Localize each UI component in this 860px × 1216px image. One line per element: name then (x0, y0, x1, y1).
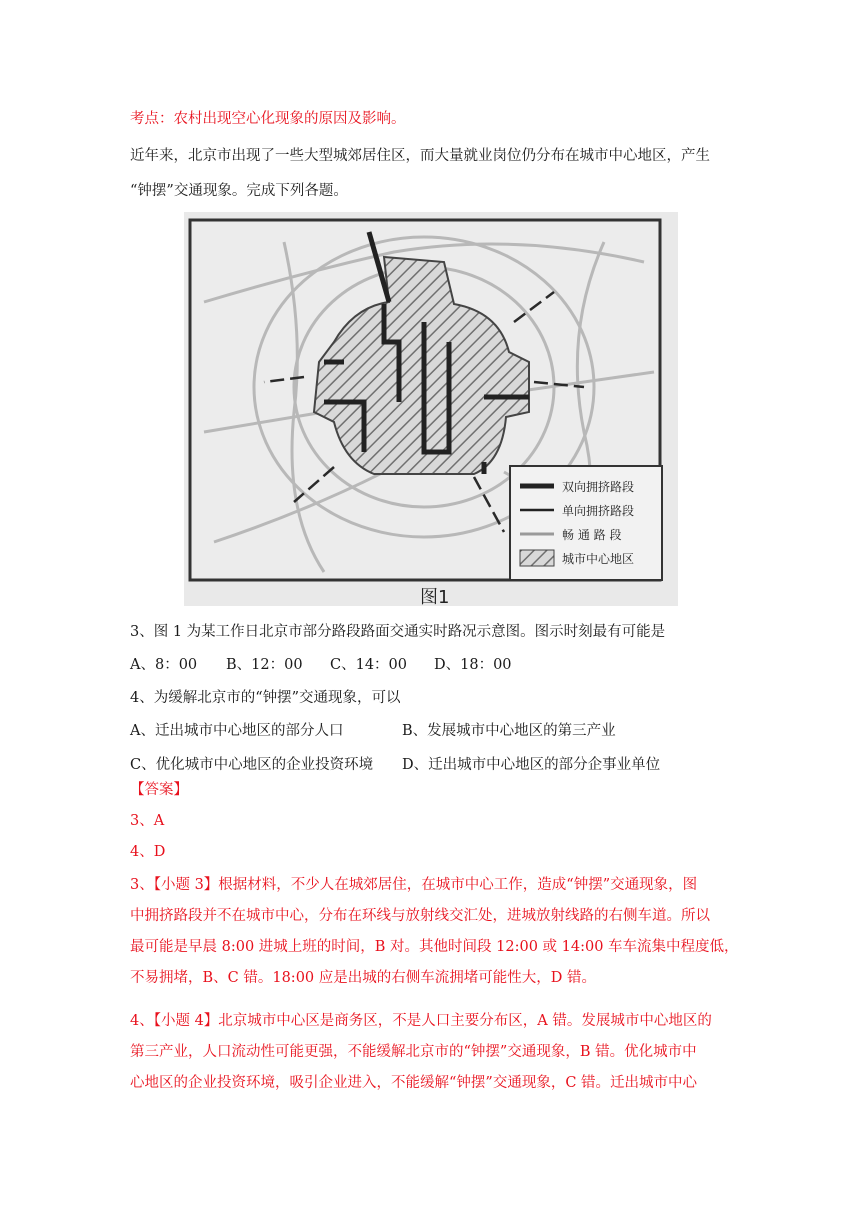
explanation-3-line: 不易拥堵，B、C 错。18:00 应是出城的右侧车流拥堵可能性大，D 错。 (130, 970, 596, 986)
figure-caption: 图1 (420, 587, 450, 606)
q4-option-a: A、迁出城市中心地区的部分人口 (130, 723, 344, 739)
legend-label-clear: 畅 通 路 段 (562, 528, 622, 542)
q4-options-row2 (130, 755, 660, 775)
explanation-4-line: 心地区的企业投资环境，吸引企业进入，不能缓解“钟摆”交通现象，C 错。迁出城市中心 (130, 1075, 698, 1091)
explanation-3-line: 最可能是早晨 8:00 进城上班的时间，B 对。其他时间段 12:00 或 14:00 车车流集中程度低， (130, 939, 739, 955)
q4-option-d: D、迁出城市中心地区的部分企事业单位 (402, 757, 661, 773)
explanation-4-line: 第三产业，人口流动性可能更强，不能缓解北京市的“钟摆”交通现象，B 错。优化城市中 (130, 1044, 697, 1060)
legend-label-two-way: 双向拥挤路段 (562, 480, 635, 494)
q3-option-c: C、14：00 (330, 657, 407, 673)
intro-line-2: “钟摆”交通现象。完成下列各题。 (130, 183, 348, 199)
intro-line-1: 近年来，北京市出现了一些大型城郊居住区，而大量就业岗位仍分布在城市中心地区，产生 (130, 148, 710, 164)
q4-option-c: C、优化城市中心地区的企业投资环境 (130, 757, 374, 773)
traffic-map (184, 212, 678, 606)
legend-swatch-center (520, 550, 554, 566)
explanation-3-line: 3、【小题 3】根据材料，不少人在城郊居住，在城市中心工作，造成“钟摆”交通现象，图 (130, 877, 698, 893)
q3-option-a: A、8：00 (130, 657, 198, 673)
q3-stem: 3、图 1 为某工作日北京市部分路段路面交通实时路况示意图。图示时刻最有可能是 (130, 624, 666, 640)
explanation-3-line: 中拥挤路段并不在城市中心，分布在环线与放射线交汇处，进城放射线路的右侧车道。所以 (130, 908, 710, 924)
answer-4: 4、D (130, 844, 166, 860)
q4-option-b: B、发展城市中心地区的第三产业 (402, 723, 616, 739)
explanation-3 (130, 870, 739, 994)
legend-label-one-way: 单向拥挤路段 (562, 504, 635, 518)
q3-options (130, 655, 512, 675)
q3-option-d: D、18：00 (434, 657, 512, 673)
explanation-4 (130, 1006, 730, 1099)
legend-label-center: 城市中心地区 (562, 552, 635, 566)
q4-stem: 4、为缓解北京市的“钟摆”交通现象，可以 (130, 690, 401, 706)
explanation-4-line: 4、【小题 4】北京城市中心区是商务区，不是人口主要分布区，A 错。发展城市中心地区的 (130, 1013, 712, 1029)
q4-options-row1 (130, 721, 616, 741)
answer-3: 3、A (130, 813, 165, 829)
traffic-map-figure (184, 212, 678, 606)
answer-header: 【答案】 (130, 782, 188, 798)
q3-option-b: B、12：00 (226, 657, 303, 673)
kaodian-line: 考点：农村出现空心化现象的原因及影响。 (130, 111, 406, 127)
